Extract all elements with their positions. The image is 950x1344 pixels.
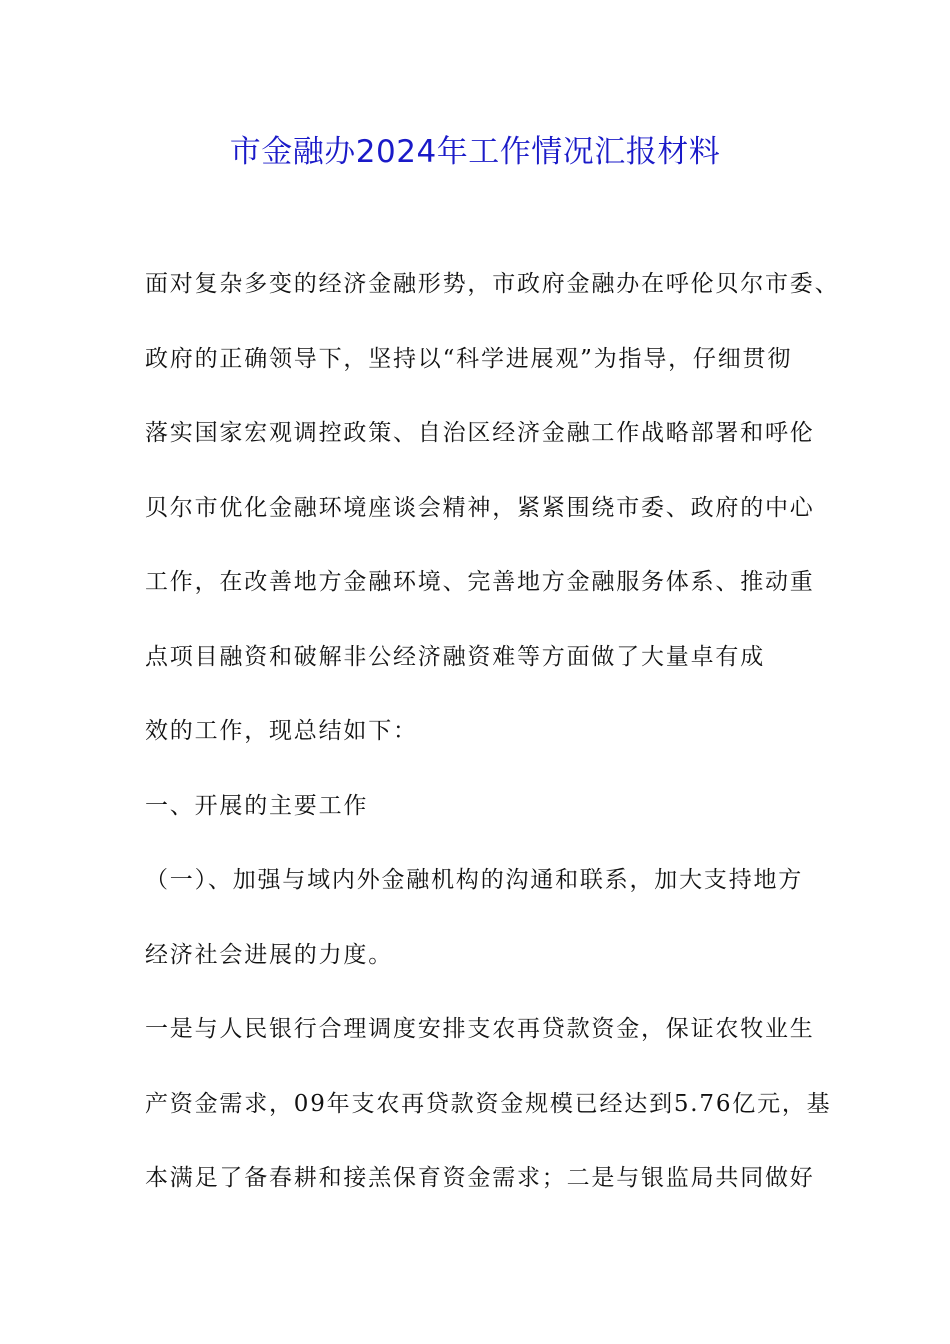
body-line: 落实国家宏观调控政策、自治区经济金融工作战略部署和呼伦 bbox=[145, 420, 815, 446]
subsection-heading: （一）、加强与域内外金融机构的沟通和联系，加大支持地方 bbox=[145, 867, 804, 893]
body-line: 一是与人民银行合理调度安排支农再贷款资金，保证农牧业生 bbox=[145, 1016, 815, 1042]
document-body bbox=[145, 262, 840, 1231]
section-heading: 一、开展的主要工作 bbox=[145, 792, 369, 819]
subsection-heading: 经济社会进展的力度。 bbox=[145, 941, 393, 968]
document-title: 市金融办2024年工作情况汇报材料 bbox=[229, 134, 721, 170]
body-line: 产资金需求，09年支农再贷款资金规模已经达到5.76亿元，基 bbox=[145, 1090, 832, 1117]
body-line: 效的工作，现总结如下： bbox=[145, 718, 418, 744]
body-line: 本满足了备春耕和接羔保育资金需求；二是与银监局共同做好 bbox=[145, 1165, 815, 1191]
body-line: 贝尔市优化金融环境座谈会精神，紧紧围绕市委、政府的中心 bbox=[145, 494, 815, 521]
body-line: 点项目融资和破解非公经济融资难等方面做了大量卓有成 bbox=[145, 643, 765, 670]
body-line: 政府的正确领导下，坚持以“科学进展观”为指导，仔细贯彻 bbox=[145, 345, 793, 372]
body-line: 工作，在改善地方金融环境、完善地方金融服务体系、推动重 bbox=[145, 569, 815, 595]
body-line: 面对复杂多变的经济金融形势，市政府金融办在呼伦贝尔市委、 bbox=[145, 271, 840, 297]
